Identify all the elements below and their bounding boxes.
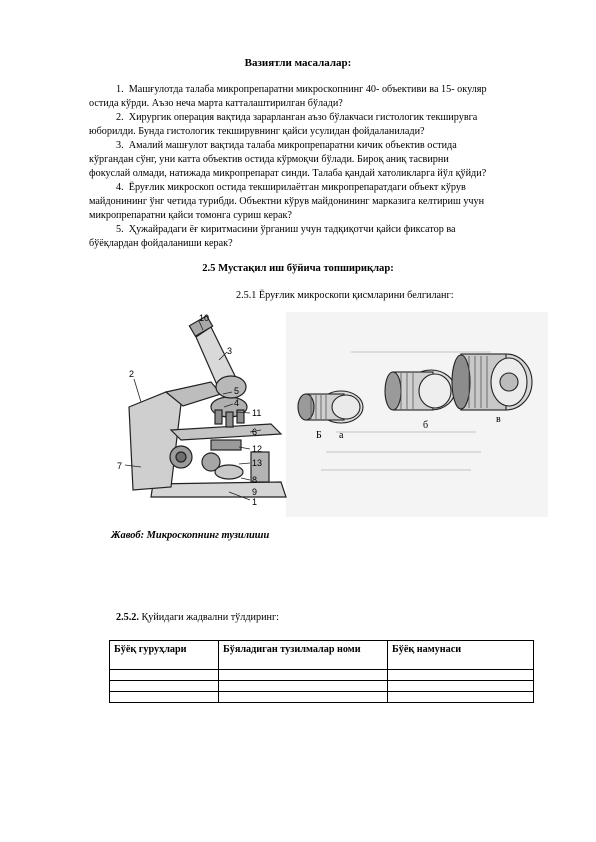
task-line: Хирургик операция вақтида зарарланган аъзо бўлакчаси гистологик текширувга [128, 112, 478, 123]
table-row [110, 670, 534, 681]
figure-letter-B: Б [316, 430, 322, 441]
subtask-2-text: Қуйидаги жадвални тўлдиринг: [138, 612, 279, 623]
figure-label-4: 4 [234, 398, 240, 408]
table-cell[interactable] [219, 670, 388, 681]
task-5 [116, 223, 552, 237]
task-4 [116, 181, 552, 195]
objective-v [452, 354, 532, 410]
task-line: Ёруғлик микроскоп остида текширилаётган микропрепаратдаги объект кўрув [128, 182, 466, 193]
task-2 [116, 111, 552, 125]
subtask-2 [116, 612, 279, 623]
table-header: Бўяладиган тузилмалар номи [219, 641, 388, 670]
figure-label-11: 11 [252, 408, 262, 418]
subtask-2-number: 2.5.2. [116, 612, 139, 623]
task-line: кўргандан сўнг, уни катта объектив остида кўрмоқчи бўлади. Бироқ аниқ тасвирни [89, 154, 449, 165]
task-number: 4. [116, 182, 124, 193]
fill-in-table [109, 640, 534, 703]
objective-a [298, 391, 363, 423]
figure-letter-b: б [423, 420, 429, 431]
task-1-cont [89, 97, 552, 111]
table-header-row [110, 641, 534, 670]
figure-label-10: 10 [199, 313, 210, 323]
task-line: Машғулотда талаба микропрепаратни микроскопнинг 40- объективи ва 15- окуляр [128, 84, 487, 95]
answer-label: Жавоб: Микроскопнинг тузилиши [111, 530, 270, 541]
figure-label-5: 5 [234, 386, 240, 396]
task-4-cont2 [89, 209, 552, 223]
figure-label-7: 7 [117, 461, 123, 471]
task-line: остида кўрди. Аъзо неча марта катталаштирилган бўлади? [89, 98, 343, 109]
task-line: Ҳужайрадаги ёғ киритмасини ўрганиш учун тадқиқотчи қайси фиксатор ва [128, 224, 456, 235]
task-number: 2. [116, 112, 124, 123]
page-title: Вазиятли масалалар: [244, 57, 352, 69]
task-4-cont [89, 195, 552, 209]
table-cell[interactable] [388, 681, 534, 692]
table-cell[interactable] [110, 681, 219, 692]
microscope-figure [111, 312, 548, 517]
objective-b [385, 370, 455, 410]
task-line: юборилди. Бунда гистологик текширувнинг қайси усулидан фойдаланилади? [89, 126, 425, 137]
figure-label-13: 13 [252, 458, 263, 468]
figure-label-3: 3 [227, 346, 233, 356]
table-cell[interactable] [388, 670, 534, 681]
table-row [110, 681, 534, 692]
task-1 [116, 83, 552, 97]
figure-label-8: 8 [252, 475, 258, 485]
task-line: микропрепаратни қайси томонга суриш керак? [89, 210, 292, 221]
figure-label-2: 2 [129, 369, 135, 379]
table-cell[interactable] [388, 692, 534, 703]
task-number: 3. [116, 140, 124, 151]
table-cell[interactable] [110, 670, 219, 681]
figure-letter-a: а [339, 430, 344, 441]
task-number: 1. [116, 84, 124, 95]
table-row [110, 692, 534, 703]
table-header: Бўёқ гуруҳлари [110, 641, 219, 670]
section-title: 2.5 Мустақил иш бўйича топшириқлар: [202, 263, 394, 274]
task-line: майдонининг ўнг четида турибди. Объектни кўрув майдонининг марказига келтириш учун [89, 196, 485, 207]
table-cell[interactable] [110, 692, 219, 703]
figure-label-12: 12 [252, 444, 263, 454]
table-cell[interactable] [219, 681, 388, 692]
figure-label-6: 6 [252, 427, 258, 437]
figure-label-1: 1 [252, 497, 258, 507]
figure-letter-v: в [496, 414, 501, 425]
table-cell[interactable] [219, 692, 388, 703]
task-number: 5. [116, 224, 124, 235]
task-5-cont [89, 237, 552, 251]
task-line: фокуслай олмади, натижада микропрепарат синди. Талаба қандай хатоликларга йўл қўйди? [89, 168, 487, 179]
task-line: Амалий машғулот вақтида талаба микропрепаратни кичик объектив остида [128, 140, 457, 151]
task-3 [116, 139, 552, 153]
subtask-1: 2.5.1 Ёруғлик микроскопи қисмларини белгиланг: [236, 290, 454, 301]
table-header: Бўёқ намунаси [388, 641, 534, 670]
task-line: бўёқлардан фойдаланиши керак? [89, 238, 233, 249]
task-3-cont2 [89, 167, 552, 181]
figure-label-9: 9 [252, 487, 258, 497]
task-3-cont [89, 153, 552, 167]
task-2-cont [89, 125, 552, 139]
